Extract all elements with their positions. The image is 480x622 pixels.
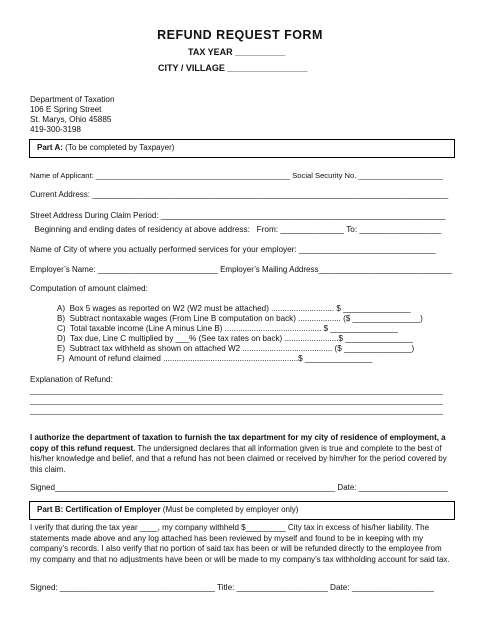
address-line: St. Marys, Ohio 45885 [30,115,112,124]
computation-item[interactable]: B) Subtract nontaxable wages (From Line B computation on back) ................... ($ _______________) [57,314,423,323]
city-village-field[interactable]: CITY / VILLAGE ________________ [158,63,308,73]
part-b-note: (Must be completed by employer only) [160,505,299,514]
employer-field[interactable]: Employer’s Name: ___________________________ Employer’s Mailing Address______________________________ [30,265,452,274]
street-address-field[interactable]: Street Address During Claim Period: ________________________________________________________________ [30,211,446,220]
employer-signature-line[interactable]: Signed: __________________________________ Title: ____________________ Date: __________________ [30,583,434,592]
computation-item[interactable]: F) Amount of refund claimed ............................................................$ _______________ [57,354,373,363]
part-a-label: Part A: [37,143,63,152]
computation-item[interactable]: A) Box 5 wages as reported on W2 (W2 must be attached) ............................ $ _______________ [57,304,411,313]
computation-item[interactable]: D) Tax due, Line C multiplied by ___% (See tax rates on back) ........................$ _______________ [57,334,413,343]
residency-dates-field[interactable]: Beginning and ending dates of residency at above address: From: ______________ To: __________________ [30,225,442,234]
computation-item[interactable]: E) Subtract tax withheld as shown on attached W2 ........................................ ($ _______________) [57,344,415,353]
address-line: 419-300-3198 [30,125,81,134]
part-a-note: (To be completed by Taxpayer) [62,143,175,152]
address-line: Department of Taxation [30,95,115,104]
part-b-label: Part B: Certification of Employer [37,505,161,514]
explanation-line[interactable]: ___________________________________________________________________________________________________ [30,406,443,415]
form-title: REFUND REQUEST FORM [157,28,323,42]
computation-heading: Computation of amount claimed: [30,284,148,293]
address-line: 106 E Spring Street [30,105,102,114]
explanation-line[interactable]: ___________________________________________________________________________________________________ [30,396,443,405]
authorization-rest: The undersigned declares that all information given is true and complete to the best of his/her knowledge and belief, and that a refund has not been claimed or received by him/her for the period covered by this claim. [30,443,447,474]
taxpayer-signature-line[interactable]: Signed_______________________________________________________________ Date: ____________________ [30,483,448,492]
authorization-bold: I authorize the department of taxation to furnish the tax department for my city of residence of employment, a copy of this refund request. [30,433,446,453]
city-worked-field[interactable]: Name of City of where you actually performed services for your employer: ______________________________ [30,245,436,254]
part-b-header [29,501,455,520]
tax-year-field[interactable]: TAX YEAR __________ [188,47,286,57]
explanation-line[interactable]: ___________________________________________________________________________________________________ [30,386,443,395]
applicant-name-field[interactable]: Name of Applicant: ______________________________________________ Social Security No. ____________________ [30,171,443,180]
employer-certification-text: I verify that during the tax year ____, my company withheld $_________ City tax in excess of his/her liability. The statements made above and any log attached has been reviewed by myself and found to be in keeping with my company’s records. I also verify that no portion of said tax has been or will be refunded directly to the employee from my company and that no adjustments have been or will be made to my company’s tax withholding account for said tax. [30,523,450,564]
current-address-field[interactable]: Current Address: ________________________________________________________________________________ [30,190,449,199]
computation-item[interactable]: C) Total taxable income (Line A minus Line B) ........................................... $ _______________ [57,324,398,333]
explanation-label: Explanation of Refund: [30,375,113,384]
authorization-statement [30,433,454,475]
part-a-header [29,139,455,158]
